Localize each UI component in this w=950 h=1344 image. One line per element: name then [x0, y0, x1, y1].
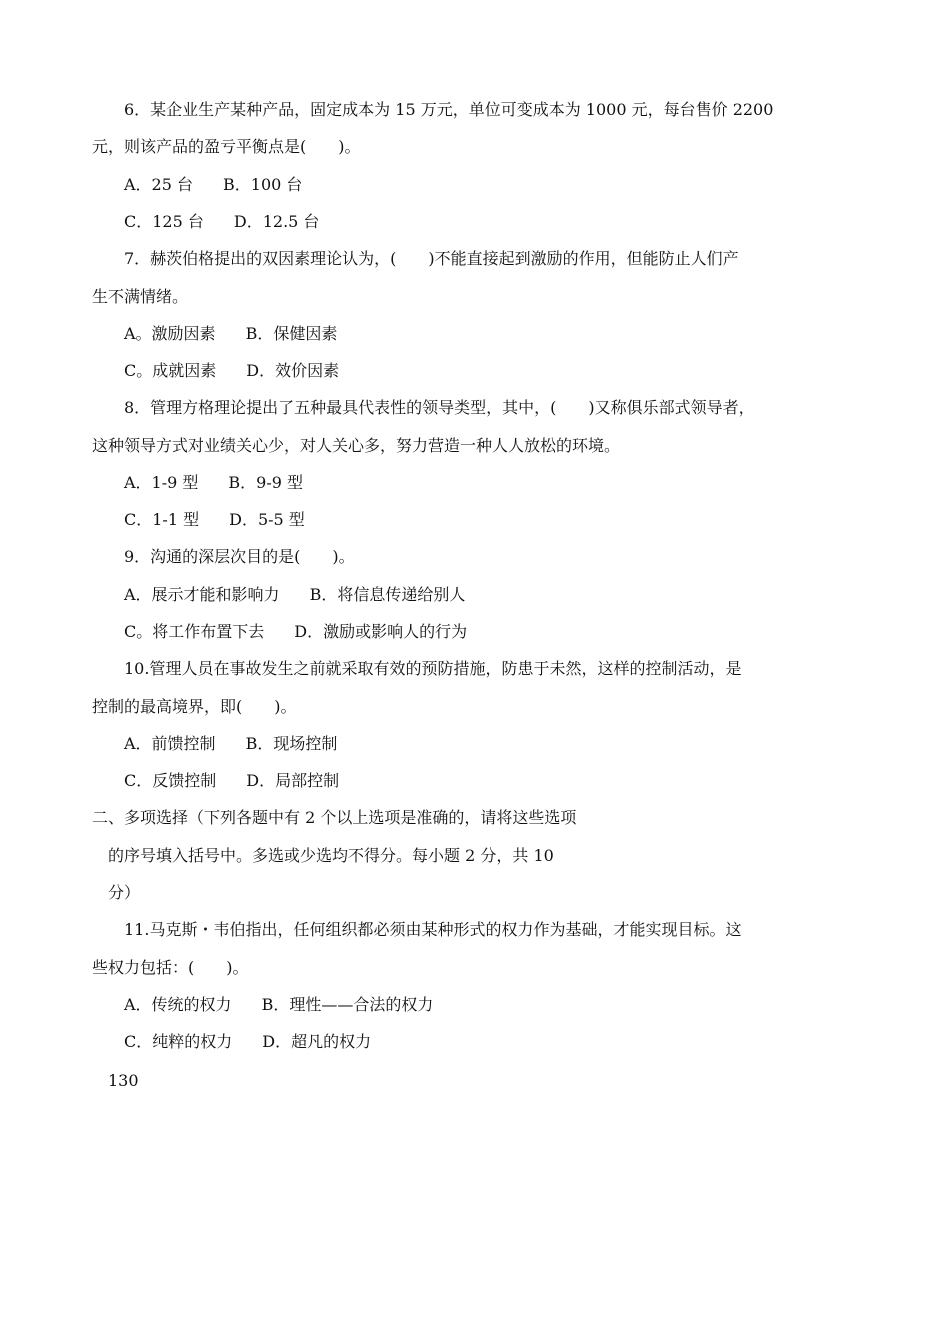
option-a: A．1-9 型 [124, 473, 199, 492]
question-6-text: 6．某企业生产某种产品，固定成本为 15 万元，单位可变成本为 1000 元，每台售价 2200 [124, 100, 774, 119]
question-7-options-row-2 [124, 361, 339, 381]
question-11-text-cont: 些权力包括：( )。 [92, 958, 249, 977]
option-a: A．传统的权力 [124, 995, 232, 1014]
option-c: C。成就因素 [124, 361, 217, 380]
question-9-options-row-2 [124, 622, 467, 642]
option-a: A．前馈控制 [124, 734, 216, 753]
question-6-options-row-1 [124, 175, 302, 195]
page-number: 130 [108, 1071, 139, 1090]
question-9-options-row-1 [124, 585, 465, 605]
section-heading: 二、多项选择（下列各题中有 2 个以上选项是准确的，请将这些选项 [92, 808, 577, 827]
option-d: D．局部控制 [246, 771, 340, 790]
question-8-options-row-1 [124, 473, 303, 493]
question-8-text: 8．管理方格理论提出了五种最具代表性的领导类型，其中，( )又称俱乐部式领导者， [124, 398, 755, 417]
option-c: C．125 台 [124, 212, 204, 231]
question-6-text-cont: 元，则该产品的盈亏平衡点是( )。 [92, 137, 361, 156]
question-10-text-cont: 控制的最高境界，即( )。 [92, 697, 297, 716]
option-b: B．9-9 型 [228, 473, 304, 492]
question-9-text: 9．沟通的深层次目的是( )。 [124, 547, 355, 566]
section-heading-cont: 的序号填入括号中。多选或少选均不得分。每小题 2 分，共 10 [108, 846, 554, 865]
option-d: D．效价因素 [246, 361, 340, 380]
option-c: C．1-1 型 [124, 510, 200, 529]
option-a: A．展示才能和影响力 [124, 585, 280, 604]
question-8-options-row-2 [124, 510, 305, 530]
option-c: C．纯粹的权力 [124, 1032, 233, 1051]
option-d: D．激励或影响人的行为 [294, 622, 468, 641]
question-10-options-row-2 [124, 771, 339, 791]
option-a: A．25 台 [124, 175, 194, 194]
option-d: D．超凡的权力 [262, 1032, 372, 1051]
option-d: D．12.5 台 [233, 212, 320, 231]
option-c: C．反馈控制 [124, 771, 217, 790]
option-b: B．将信息传递给别人 [309, 585, 466, 604]
question-10-text: 10.管理人员在事故发生之前就采取有效的预防措施，防患于未然，这样的控制活动，是 [124, 659, 742, 678]
option-a: A。激励因素 [124, 324, 216, 343]
option-b: B．保健因素 [245, 324, 338, 343]
question-7-text: 7．赫茨伯格提出的双因素理论认为，( )不能直接起到激励的作用，但能防止人们产 [124, 249, 739, 268]
question-7-text-cont: 生不满情绪。 [92, 287, 189, 306]
option-b: B．理性——合法的权力 [261, 995, 434, 1014]
option-b: B．100 台 [223, 175, 303, 194]
option-b: B．现场控制 [245, 734, 338, 753]
question-8-text-cont: 这种领导方式对业绩关心少，对人关心多，努力营造一种人人放松的环境。 [92, 436, 621, 455]
question-7-options-row-1 [124, 324, 337, 344]
section-heading-cont-2: 分） [108, 883, 141, 902]
option-c: C。将工作布置下去 [124, 622, 265, 641]
question-11-options-row-2 [124, 1032, 371, 1052]
question-11-text: 11.马克斯・韦伯指出，任何组织都必须由某种形式的权力作为基础，才能实现目标。这 [124, 920, 742, 939]
option-d: D．5-5 型 [229, 510, 305, 529]
question-6-options-row-2 [124, 212, 319, 232]
question-10-options-row-1 [124, 734, 337, 754]
question-11-options-row-1 [124, 995, 433, 1015]
